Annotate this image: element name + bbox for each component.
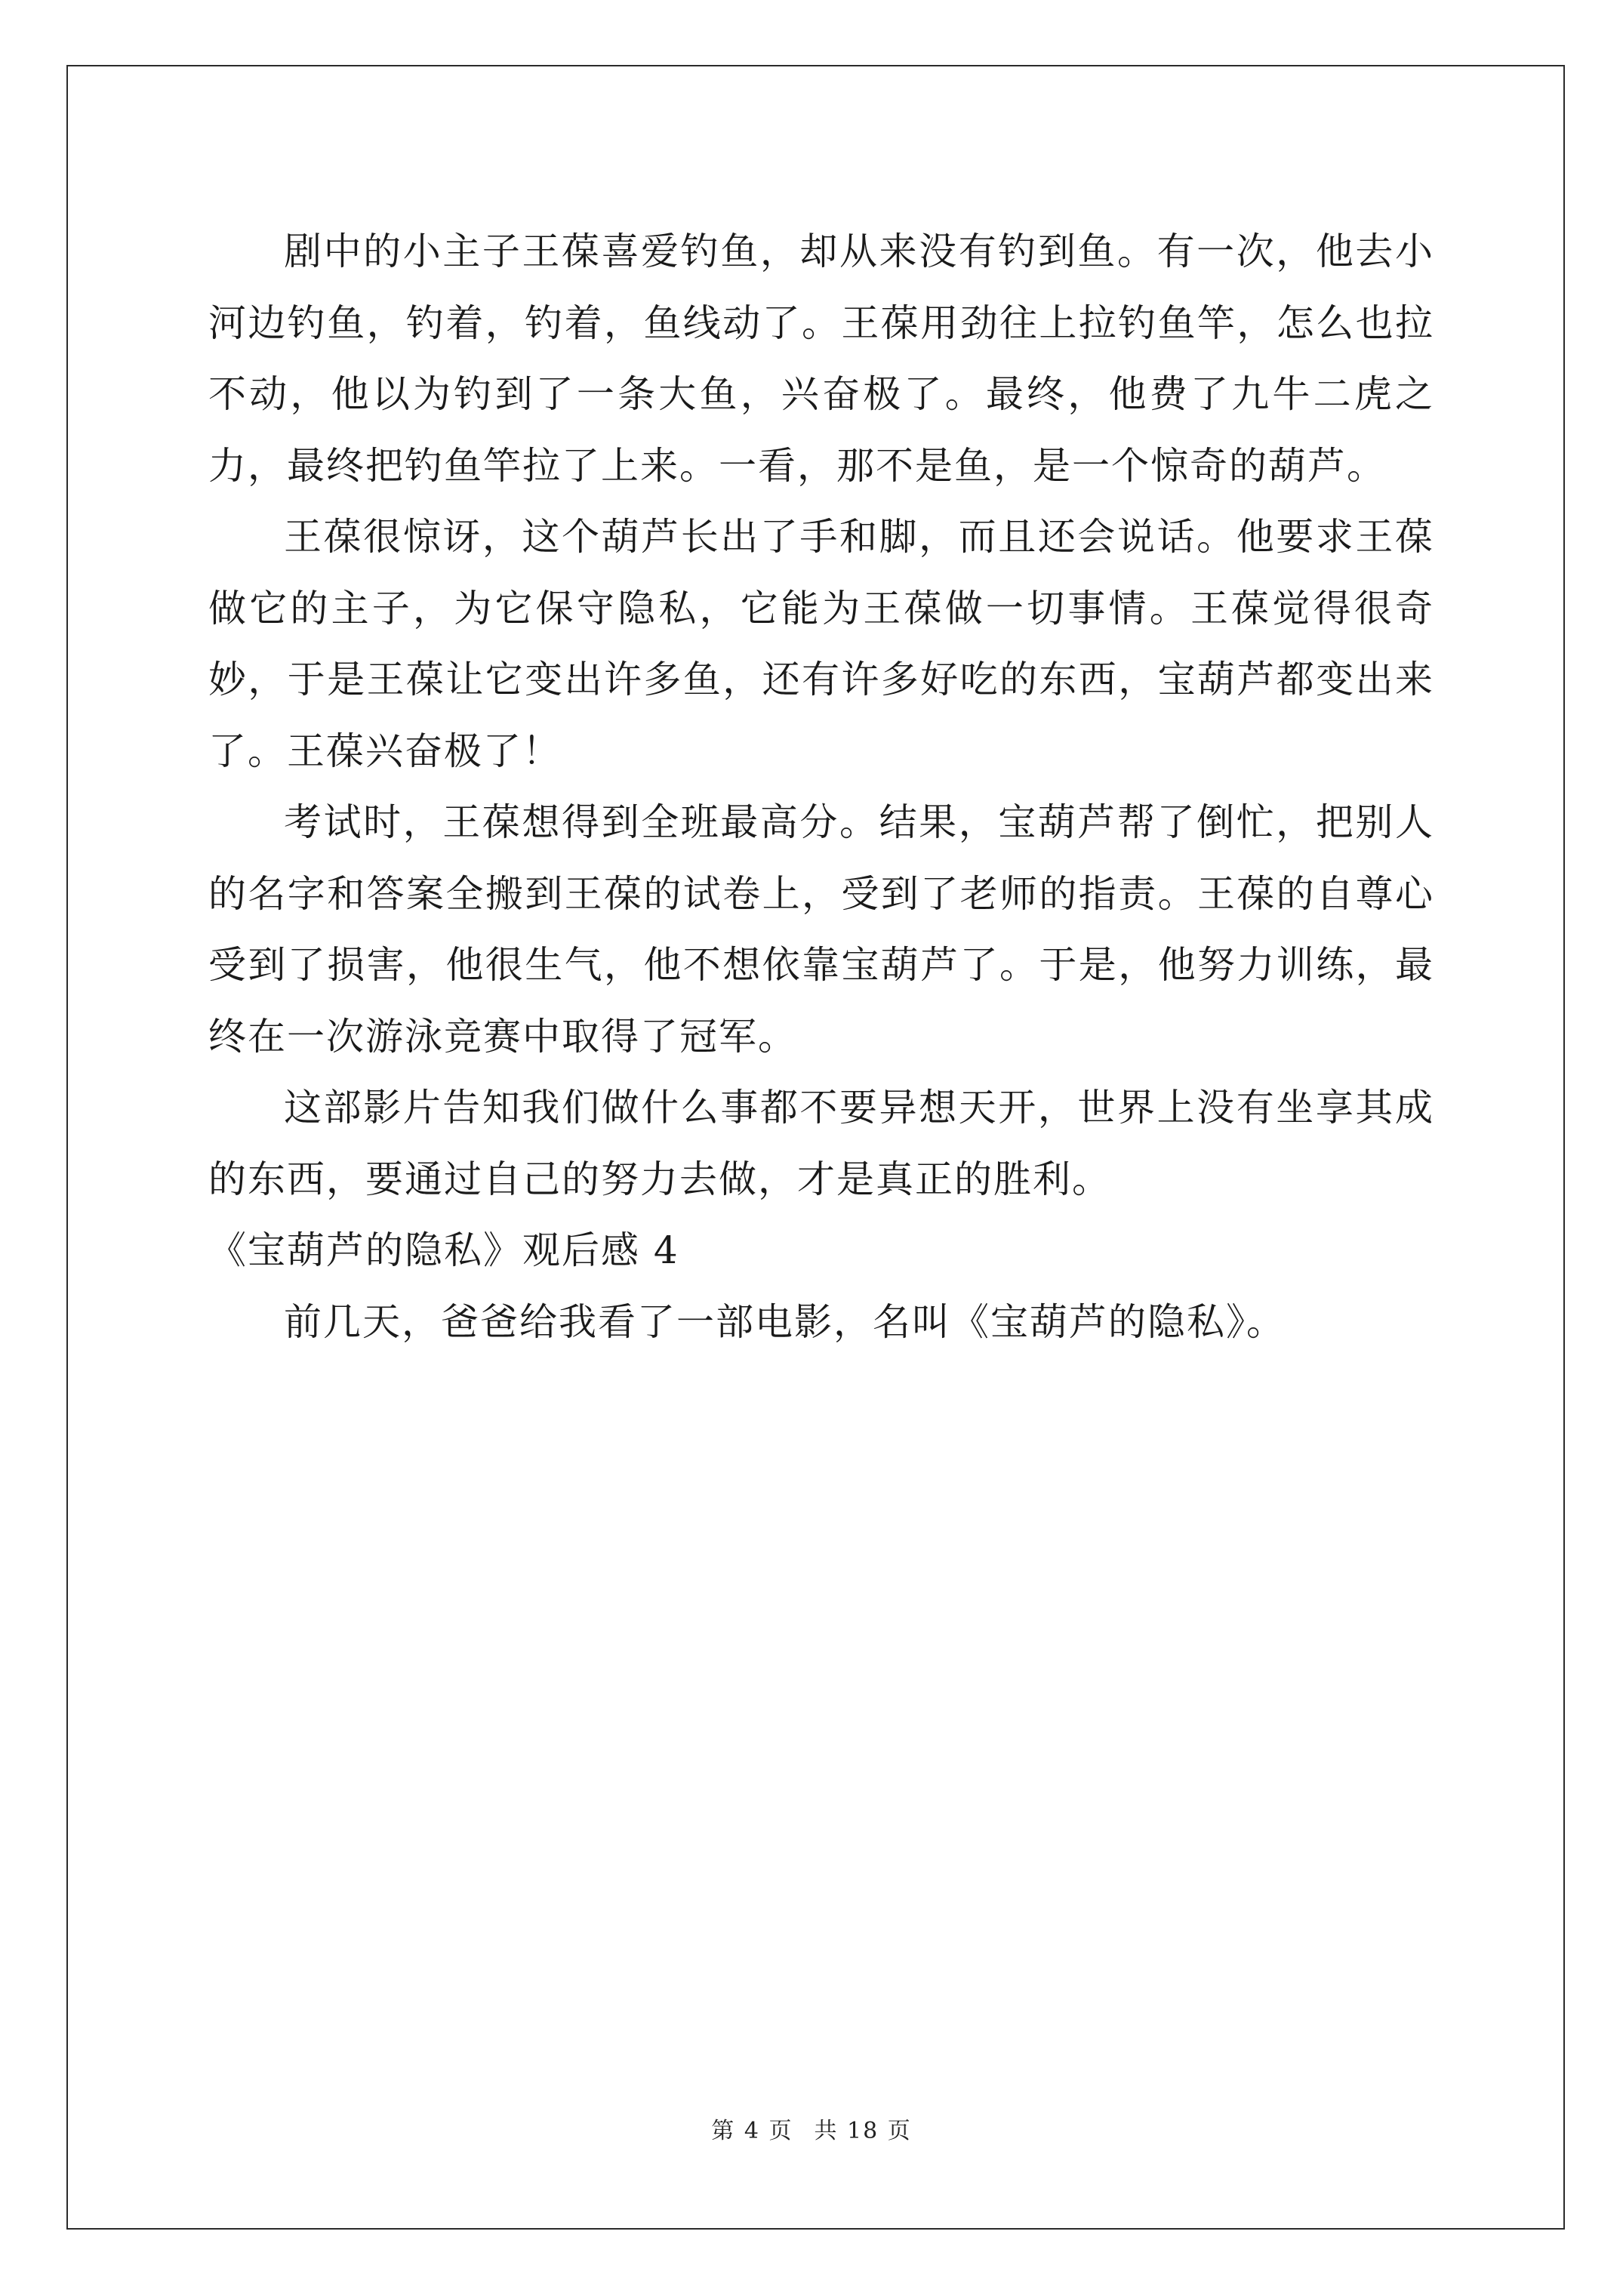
- page-total: 共 18 页: [814, 2118, 912, 2144]
- page-number: 第 4 页: [711, 2118, 793, 2144]
- page-footer: [0, 2112, 1623, 2145]
- document-body: [208, 216, 1434, 1358]
- section-heading: 《宝葫芦的隐私》观后感 4: [208, 1228, 679, 1272]
- paragraph-4: 这部影片告知我们做什么事都不要异想天开，世界上没有坐享其成的东西，要通过自己的努力去做，才是真正的胜利。: [208, 1086, 1434, 1201]
- paragraph-1: 剧中的小主子王葆喜爱钓鱼，却从来没有钓到鱼。有一次，他去小河边钓鱼，钓着，钓着，鱼线动了。王葆用劲往上拉钓鱼竿，怎么也拉不动，他以为钓到了一条大鱼，兴奋极了。最终，他费了九牛二虎之力，最终把钓鱼竿拉了上来。一看，那不是鱼，是一个惊奇的葫芦。: [208, 230, 1434, 488]
- paragraph-3: 考试时，王葆想得到全班最高分。结果，宝葫芦帮了倒忙，把别人的名字和答案全搬到王葆的试卷上，受到了老师的指责。王葆的自尊心受到了损害，他很生气，他不想依靠宝葫芦了。于是，他努力训练，最终在一次游泳竞赛中取得了冠军。: [208, 800, 1434, 1059]
- paragraph-5: 前几天，爸爸给我看了一部电影，名叫《宝葫芦的隐私》。: [284, 1299, 1286, 1344]
- paragraph-2: 王葆很惊讶，这个葫芦长出了手和脚，而且还会说话。他要求王葆做它的主子，为它保守隐私，它能为王葆做一切事情。王葆觉得很奇妙，于是王葆让它变出许多鱼，还有许多好吃的东西，宝葫芦都变出来了。王葆兴奋极了！: [208, 515, 1434, 773]
